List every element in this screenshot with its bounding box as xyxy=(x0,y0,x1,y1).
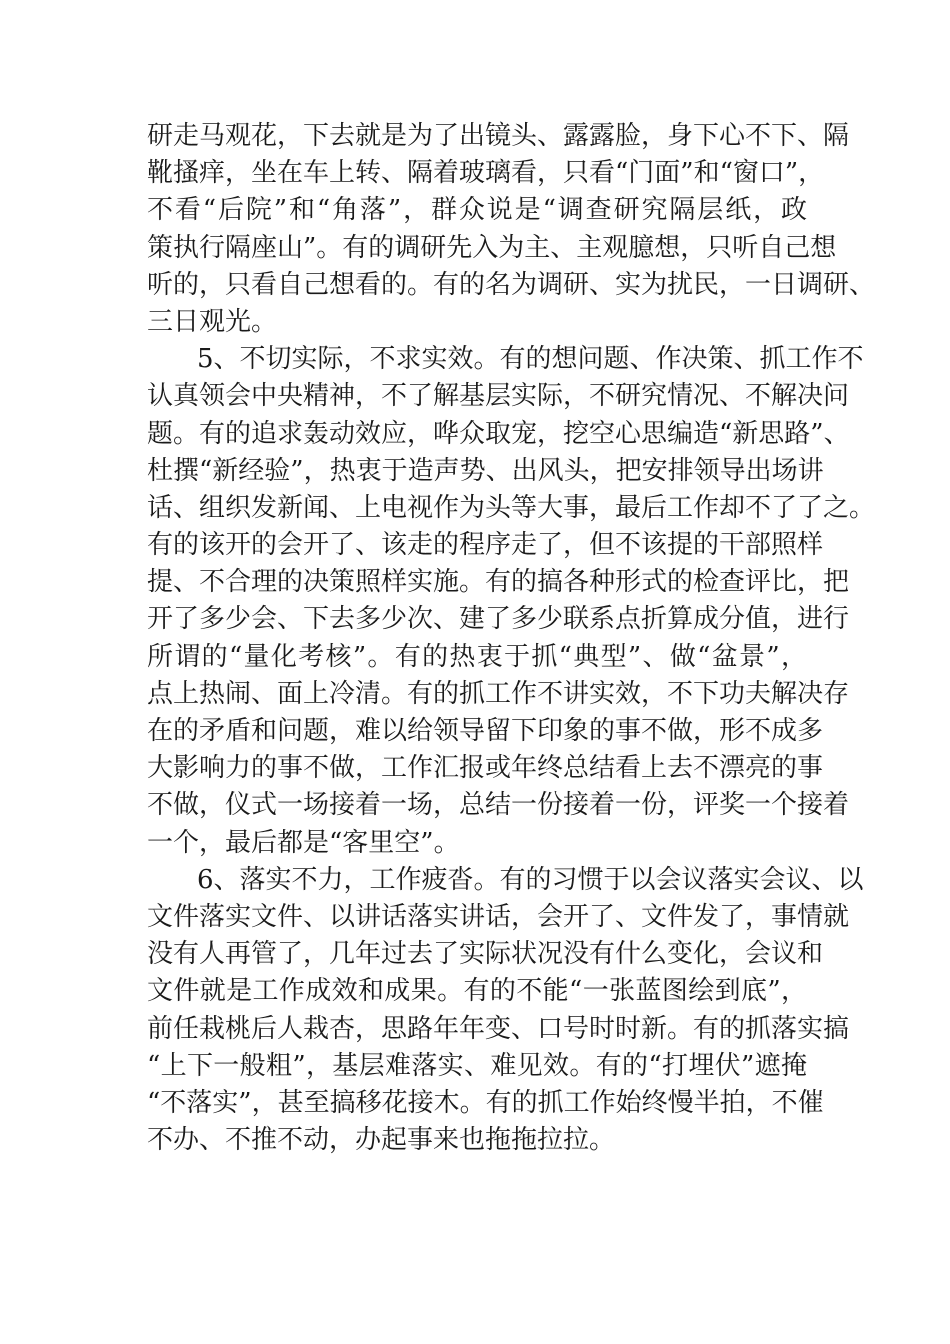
text-line: 文件就是工作成效和成果。有的不能“一张蓝图绘到底”， xyxy=(147,976,807,1007)
body-text xyxy=(147,118,876,1159)
text-line: “不落实”，甚至搞移花接木。有的抓工作始终慢半拍，不催 xyxy=(147,1087,824,1118)
text-line: 开了多少会、下去多少次、建了多少联系点折算成分值，进行 xyxy=(147,604,850,635)
text-line: 点上热闹、面上冷清。有的抓工作不讲实效，不下功夫解决存 xyxy=(147,678,850,709)
text-line: 一个，最后都是“客里空”。 xyxy=(147,827,460,858)
text-line: 所谓的“量化考核”。有的热衷于抓“典型”、做“盆景”， xyxy=(147,641,807,672)
text-line: 策执行隔座山”。有的调研先入为主、主观臆想，只听自己想 xyxy=(147,232,837,263)
text-line: 6、落实不力，工作疲沓。有的习惯于以会议落实会议、以 xyxy=(197,864,864,895)
text-line: “上下一般粗”，基层难落实、难见效。有的“打埋伏”遮掩 xyxy=(147,1050,807,1081)
paragraph-1 xyxy=(147,118,876,341)
paragraph-2 xyxy=(147,341,876,862)
text-line: 提、不合理的决策照样实施。有的搞各种形式的检查评比，把 xyxy=(147,567,850,598)
text-line: 三日观光。 xyxy=(147,306,278,337)
text-line: 不看“后院”和“角落”，群众说是“调查研究隔层纸，政 xyxy=(147,195,807,226)
text-line: 研走马观花，下去就是为了出镜头、露露脸，身下心不下、隔 xyxy=(147,121,850,151)
text-line: 5、不切实际，不求实效。有的想问题、作决策、抓工作不 xyxy=(197,344,864,375)
text-line: 不做，仪式一场接着一场，总结一份接着一份，评奖一个接着 xyxy=(147,790,850,821)
text-line: 认真领会中央精神，不了解基层实际，不研究情况、不解决问 xyxy=(147,381,850,412)
text-line: 靴搔痒，坐在车上转、隔着玻璃看，只看“门面”和“窗口”， xyxy=(147,158,825,189)
text-line: 杜撰“新经验”，热衷于造声势、出风头，把安排领导出场讲 xyxy=(147,455,824,486)
text-line: 前任栽桃后人栽杏，思路年年变、口号时时新。有的抓落实搞 xyxy=(147,1013,850,1044)
text-line: 话、组织发新闻、上电视作为头等大事，最后工作却不了了之。 xyxy=(147,492,876,523)
text-line: 有的该开的会开了、该走的程序走了，但不该提的干部照样 xyxy=(147,530,824,561)
text-line: 不办、不推不动，办起事来也拖拖拉拉。 xyxy=(147,1125,616,1156)
paragraph-3 xyxy=(147,862,864,1160)
text-line: 文件落实文件、以讲话落实讲话，会开了、文件发了，事情就 xyxy=(147,901,850,932)
text-line: 在的矛盾和问题，难以给领导留下印象的事不做，形不成多 xyxy=(147,716,824,746)
text-line: 没有人再管了，几年过去了实际状况没有什么变化，会议和 xyxy=(147,939,824,970)
text-line: 题。有的追求轰动效应，哗众取宠，挖空心思编造“新思路”、 xyxy=(147,418,850,449)
text-line: 听的，只看自己想看的。有的名为调研、实为扰民，一日调研、 xyxy=(147,269,876,300)
text-line: 大影响力的事不做，工作汇报或年终总结看上去不漂亮的事 xyxy=(147,753,824,784)
